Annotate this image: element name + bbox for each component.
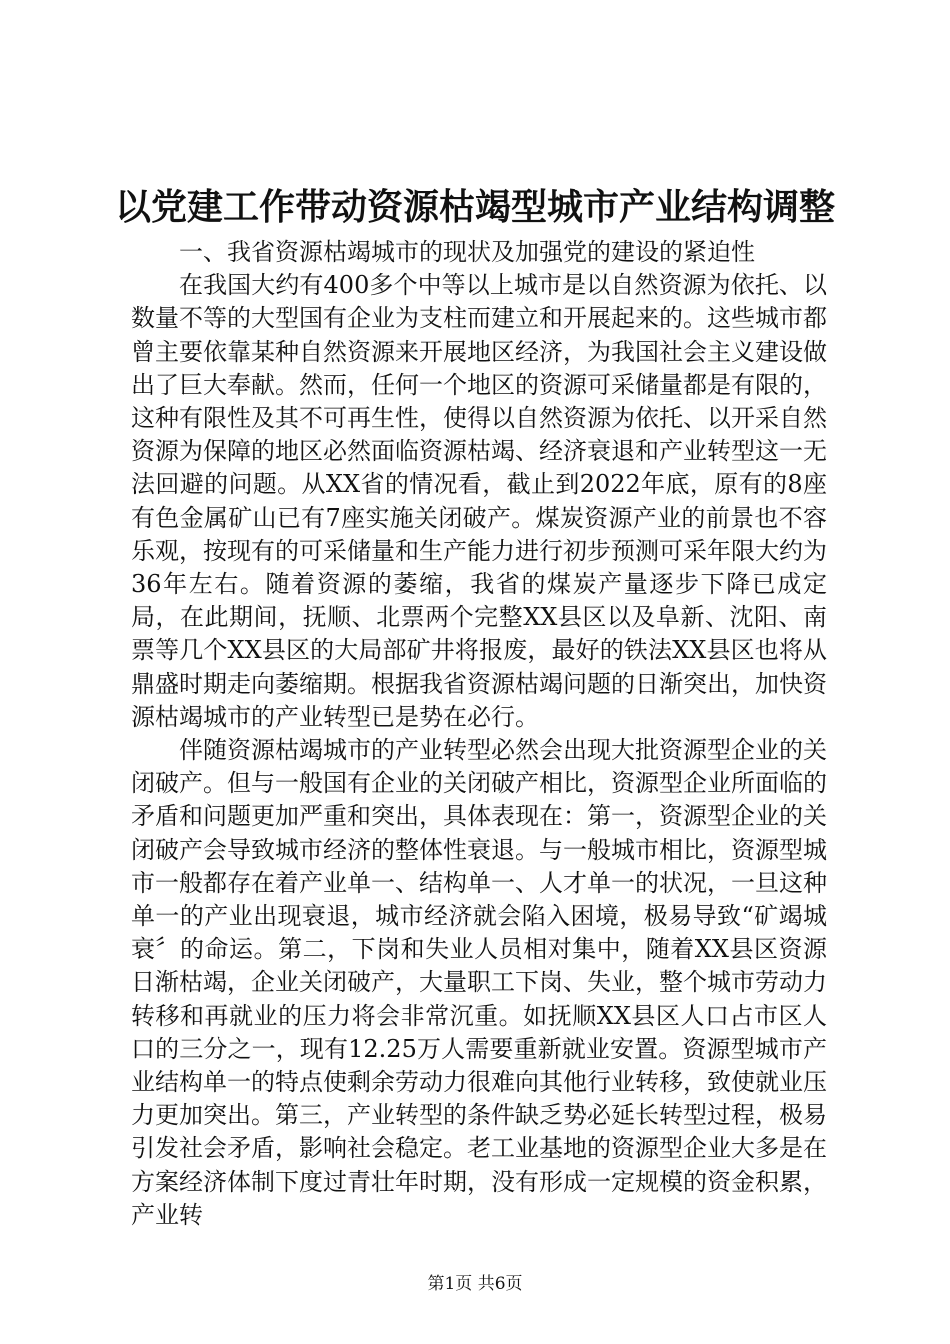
page-footer: 第1页 共6页 xyxy=(427,1274,523,1294)
document-body xyxy=(131,236,827,1232)
body-paragraph: 在我国大约有400多个中等以上城市是以自然资源为依托、以数量不等的大型国有企业为支柱而建立和开展起来的。这些城市都曾主要依靠某种自然资源来开展地区经济，为我国社会主义建设做出了巨大奉献。然而，任何一个地区的资源可采储量都是有限的，这种有限性及其不可再生性，使得以自然资源为依托、以开采自然资源为保障的地区必然面临资源枯竭、经济衰退和产业转型这一无法回避的问题。从XX省的情况看，截止到2022年底，原有的8座有色金属矿山已有7座实施关闭破产。煤炭资源产业的前景也不容乐观，按现有的可采储量和生产能力进行初步预测可采年限大约为36年左右。随着资源的萎缩，我省的煤炭产量逐步下降已成定局，在此期间，抚顺、北票两个完整XX县区以及阜新、沈阳、南票等几个XX县区的大局部矿井将报废，最好的铁法XX县区也将从鼎盛时期走向萎缩期。根据我省资源枯竭问题的日渐突出，加快资源枯竭城市的产业转型已是势在必行。 xyxy=(131,271,827,731)
body-paragraph: 伴随资源枯竭城市的产业转型必然会出现大批资源型企业的关闭破产。但与一般国有企业的关闭破产相比，资源型企业所面临的矛盾和问题更加严重和突出，具体表现在：第一，资源型企业的关闭破产会导致城市经济的整体性衰退。与一般城市相比，资源型城市一般都存在着产业单一、结构单一、人才单一的状况，一旦这种单一的产业出现衰退，城市经济就会陷入困境，极易导致“矿竭城衰〞的命运。第二，下岗和失业人员相对集中，随着XX县区资源日渐枯竭，企业关闭破产，大量职工下岗、失业，整个城市劳动力转移和再就业的压力将会非常沉重。如抚顺XX县区人口占市区人口的三分之一，现有12.25万人需要重新就业安置。资源型城市产业结构单一的特点使剩余劳动力很难向其他行业转移，致使就业压力更加突出。第三，产业转型的条件缺乏势必延长转型过程，极易引发社会矛盾，影响社会稳定。老工业基地的资源型企业大多是在方案经济体制下度过青壮年时期，没有形成一定规模的资金积累，产业转 xyxy=(131,736,827,1229)
section-heading: 一、我省资源枯竭城市的现状及加强党的建设的紧迫性 xyxy=(179,238,755,266)
page-title: 以党建工作带动资源枯竭型城市产业结构调整 xyxy=(114,186,835,228)
